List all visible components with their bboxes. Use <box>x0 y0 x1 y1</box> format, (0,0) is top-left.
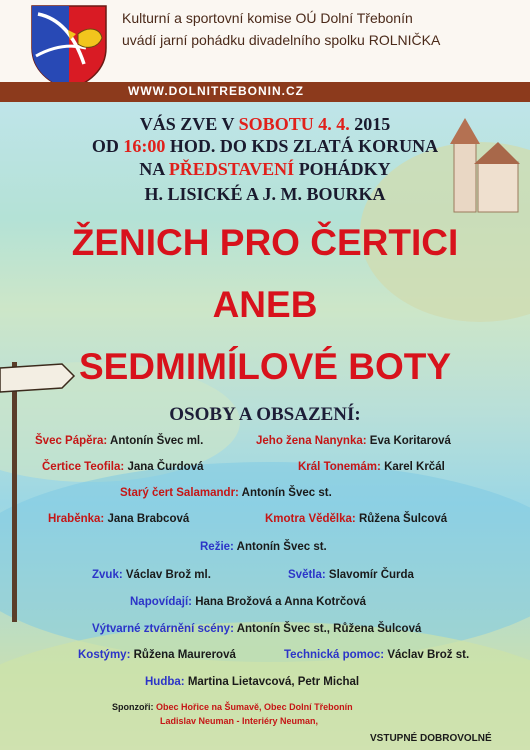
fairytale-word: POHÁDKY <box>294 159 391 179</box>
crew-person: Václav Brož ml. <box>125 569 211 581</box>
actor-name: Růžena Šulcová <box>358 513 448 525</box>
cast-entry <box>265 513 447 525</box>
actor-name: Jana Brabcová <box>107 513 190 525</box>
invite-text: OD <box>91 136 124 156</box>
crew-role: Hudba: <box>145 676 185 688</box>
cast-heading: OSOBY A OBSAZENÍ: <box>169 404 361 425</box>
event-date: SOBOTU 4. 4. <box>238 114 350 134</box>
invite-line-3 <box>0 159 530 180</box>
invite-text: VÁS ZVE V <box>139 114 239 134</box>
signpost-icon <box>0 362 80 622</box>
invite-line-2 <box>0 136 530 157</box>
role-name: Starý čert Salamandr: <box>120 487 239 499</box>
crew-person: Antonín Švec st., Růžena Šulcová <box>236 623 422 635</box>
crew-role: Technická pomoc: <box>284 649 385 661</box>
sponsors-list: Obec Hořice na Šumavě, Obec Dolní Třebonín <box>156 702 353 712</box>
crew-entry <box>145 676 359 688</box>
crew-entry <box>200 541 327 553</box>
invite-text: NA <box>139 159 169 179</box>
crew-role: Zvuk: <box>92 569 123 581</box>
actor-name: Karel Krčál <box>384 461 445 473</box>
event-year: 2015 <box>349 114 391 134</box>
header-line-1: Kulturní a sportovní komise OÚ Dolní Třebonín <box>122 10 413 26</box>
crew-person: Martina Lietavcová, Petr Michal <box>187 676 360 688</box>
actor-name: Antonín Švec ml. <box>110 435 204 447</box>
sponsors-line-1 <box>112 702 353 712</box>
crew-person: Růžena Maurerová <box>133 649 236 661</box>
role-name: Hraběnka: <box>48 513 105 525</box>
crew-entry <box>92 569 211 581</box>
crew-person: Hana Brožová a Anna Kotrčová <box>195 596 367 608</box>
crew-person: Antonín Švec st. <box>236 541 327 553</box>
cast-entry <box>298 461 445 473</box>
invite-line-1 <box>0 114 530 135</box>
actor-name: Jana Čurdová <box>127 461 204 473</box>
cast-entry <box>256 435 451 447</box>
crew-person: Václav Brož st. <box>387 649 470 661</box>
play-title-line-3: SEDMIMÍLOVÉ BOTY <box>78 346 452 387</box>
crew-entry <box>92 623 421 635</box>
role-name: Čertice Teofila: <box>42 461 125 473</box>
crew-entry <box>78 649 236 661</box>
crew-person: Slavomír Čurda <box>328 569 414 581</box>
venue-text: HOD. DO KDS ZLATÁ KORUNA <box>165 136 439 156</box>
role-name: Jeho žena Nanynka: <box>256 435 367 447</box>
crew-role: Světla: <box>288 569 326 581</box>
crew-role: Kostýmy: <box>78 649 131 661</box>
crew-entry <box>130 596 366 608</box>
role-name: Švec Pápěra: <box>35 435 108 447</box>
crew-entry <box>284 649 469 661</box>
url-bar <box>0 82 530 102</box>
header <box>0 0 530 84</box>
header-line-2: uvádí jarní pohádku divadelního spolku ROLNIČKA <box>122 32 441 48</box>
performance-word: PŘEDSTAVENÍ <box>168 159 295 179</box>
actor-name: Eva Koritarová <box>369 435 451 447</box>
cast-entry <box>120 487 332 499</box>
sponsors-label: Sponzoři: <box>112 702 154 712</box>
cast-entry <box>35 435 203 447</box>
authors-line: H. LISICKÉ A J. M. BOURKA <box>144 184 386 204</box>
crew-entry <box>288 569 414 581</box>
actor-name: Antonín Švec st. <box>241 487 332 499</box>
cast-entry <box>48 513 189 525</box>
crew-role: Režie: <box>200 541 234 553</box>
crew-role: Napovídají: <box>130 596 192 608</box>
crew-role: Výtvarné ztvárnění scény: <box>92 623 234 635</box>
sponsors-line-2: Ladislav Neuman - Interiéry Neuman, <box>160 716 319 726</box>
play-title-line-2: ANEB <box>212 284 318 325</box>
role-name: Král Tonemám: <box>298 461 381 473</box>
cast-entry <box>42 461 204 473</box>
coat-of-arms-icon <box>28 4 110 90</box>
event-time: 16:00 <box>123 136 166 156</box>
role-name: Kmotra Vědělka: <box>265 513 356 525</box>
play-title-line-1: ŽENICH PRO ČERTICI <box>71 222 459 263</box>
website-link[interactable]: WWW.DOLNITREBONIN.CZ <box>128 84 304 98</box>
admission-note: VSTUPNÉ DOBROVOLNÉ <box>370 733 492 744</box>
